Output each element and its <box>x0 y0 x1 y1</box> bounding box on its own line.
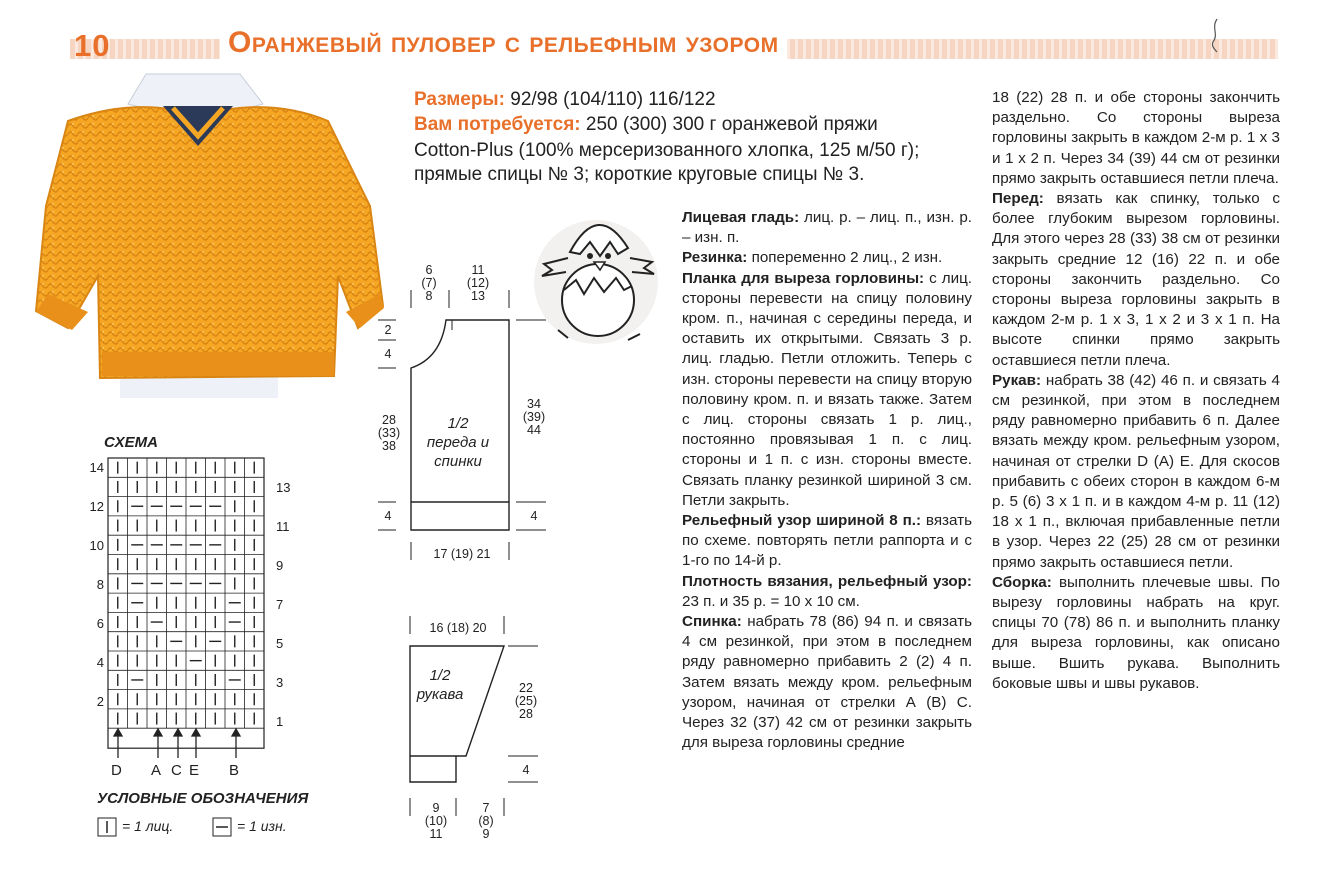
text-front: вязать как спинку, только с более глубоким вырезом горловины. Для этого через 28 (33) 38 см от резинки закрыть средние 12 (16) 22 п. и обе стороны закончить раздельно. Со стороны выреза горловины закрыть в каждом 2-м р. 1 х 3, 1 х 2 и 3 х 1 п. На высоте спинки прямо закрыть оставшиеся петли плеча. <box>992 190 1280 369</box>
sizes-line <box>414 88 716 111</box>
legend-title: УСЛОВНЫЕ ОБОЗНАЧЕНИЯ <box>97 790 309 807</box>
instructions-column-3 <box>992 88 1280 694</box>
arrow-label-c: C <box>171 762 182 779</box>
body-left-4: 4 <box>384 347 392 361</box>
scheme-row-number-left: 4 <box>96 655 104 670</box>
page-title: Оранжевый пуловер с рельефным узором <box>220 26 787 60</box>
scheme-row-number-right: 1 <box>276 714 284 729</box>
pen-mark <box>1205 16 1225 56</box>
paragraph-back <box>682 612 972 753</box>
body-bottom-left-4: 4 <box>384 509 392 523</box>
paragraph-sleeve <box>992 371 1280 573</box>
body-width-dim: 17 (19) 21 <box>433 547 491 561</box>
paragraph-front <box>992 189 1280 371</box>
text-gauge: 23 п. и 35 р. = 10 х 10 см. <box>682 592 860 610</box>
scheme-row-number-right: 9 <box>276 558 284 573</box>
text-back: набрать 78 (86) 94 п. и связать 4 см резинкой, при этом в последнем ряду равномерно прибавить 2 (2) 4 п. Затем вязать между кром. рельефным узором, начиная от стрелки А (В) С. Через 32 (37) 42 см от резинки закрыть для выреза горловины средние <box>682 613 972 752</box>
scheme-row-number-left: 10 <box>89 538 104 553</box>
text-relief-pattern: вязать по схеме. повторять петли раппорта и с 1-го по 14-й р. <box>682 512 972 570</box>
stitch-chart-grid <box>106 456 266 750</box>
arrow-label-d: D <box>111 762 122 779</box>
sleeve-bottom-left-dim: 9 (10) 11 <box>424 801 448 841</box>
scheme-row-number-right: 7 <box>276 597 284 612</box>
label-sleeve: Рукав: <box>992 371 1042 389</box>
body-bottom-right-4: 4 <box>530 509 538 523</box>
body-piece-label: 1/2 переда и спинки <box>426 415 490 470</box>
paragraph-relief-pattern <box>682 511 972 572</box>
instructions-column-2 <box>682 208 972 753</box>
arrow-label-e: E <box>189 762 200 779</box>
purl-stitch-icon <box>212 817 232 837</box>
paragraph-ribbing <box>682 248 972 268</box>
arrow-label-a: A <box>151 762 162 779</box>
sleeve-piece-label: 1/2 рукава <box>416 667 464 703</box>
label-relief-pattern: Рельефный узор шириной 8 п.: <box>682 512 922 530</box>
need-line <box>414 113 878 136</box>
label-ribbing: Резинка: <box>682 249 748 267</box>
yarn-line: Cotton-Plus (100% мерсеризованного хлопка, 125 м/50 г); <box>414 140 920 161</box>
body-right-height: 34 (39) 44 <box>522 397 546 437</box>
need-label: Вам потребуется: <box>414 114 581 135</box>
needles-line: прямые спицы № 3; короткие круговые спицы № 3. <box>414 164 865 185</box>
body-top-left-dim: 6 (7) 8 <box>421 263 437 303</box>
paragraph-back-cont <box>992 88 1280 189</box>
text-sleeve: набрать 38 (42) 46 п. и связать 4 см резинкой, при этом в последнем ряду равномерно прибавить 6 п. Далее вязать между кром. рельефным узором, начиная от стрелки D (А) Е. Для скосов прибавить с обеих сторон в каждом 6-м р. 5 (6) 3 х 1 п. и в каждом 4-м р. 11 (12) 18 х 1 п., включая прибавленные петли в узор. Через 22 (25) 28 см от резинки прямо закрыть оставшиеся петли. <box>992 371 1280 571</box>
paragraph-assembly <box>992 573 1280 694</box>
text-stockinette: лиц. р. – лиц. п., изн. р. – изн. п. <box>682 209 972 247</box>
legend-knit-label: = 1 лиц. <box>122 818 174 834</box>
paragraph-stockinette <box>682 208 972 248</box>
legend-purl-label: = 1 изн. <box>237 818 287 834</box>
scheme-row-number-right: 11 <box>276 519 290 534</box>
sleeve-top-dim: 16 (18) 20 <box>429 621 487 635</box>
sizes-label: Размеры: <box>414 89 505 110</box>
need-value: 250 (300) 300 г оранжевой пряжи <box>585 114 878 135</box>
sleeve-bottom-right-dim: 7 (8) 9 <box>478 801 494 841</box>
label-gauge: Плотность вязания, рельефный узор: <box>682 572 972 590</box>
body-left-2: 2 <box>384 323 392 337</box>
label-assembly: Сборка: <box>992 573 1052 591</box>
sleeve-right-height: 22 (25) 28 <box>514 681 538 721</box>
text-neckband: с лиц. стороны перевести на спицу половину кром. п., начиная с середины переда, и оставить их открытыми. Связать 3 р. лиц. гладью. Петли отложить. Теперь с изн. стороны перевести на спицу вторую половину кром. п. и вязать также. Затем с лиц. стороны связать 1 р. лиц., постоянно провязывая 1 п. с лиц. стороны и 1 п. с изн. стороны вместе. Связать планку резинкой шириной 3 см. Петли закрыть. <box>682 269 972 509</box>
scheme-arrows <box>106 728 266 760</box>
knit-stitch-icon <box>97 817 117 837</box>
arrow-label-b: B <box>229 762 240 779</box>
sweater-photo <box>28 66 388 402</box>
scheme-row-number-left: 12 <box>89 499 104 514</box>
scheme-title: СХЕМА <box>104 434 158 451</box>
body-top-right-dim: 11 (12) 13 <box>466 263 490 303</box>
scheme-row-number-left: 14 <box>89 460 104 475</box>
text-assembly: выполнить плечевые швы. По вырезу горловины набрать на круг. спицы 70 (78) 86 п. и выполнить планку для выреза горловины, как описано выше. Вшить рукава. Выполнить боковые швы и швы рукавов. <box>992 573 1280 692</box>
body-left-height: 28 (33) 38 <box>377 413 401 453</box>
scheme-row-number-right: 3 <box>276 675 284 690</box>
label-neckband: Планка для выреза горловины: <box>682 269 925 287</box>
scheme-row-number-right: 13 <box>276 480 291 495</box>
paragraph-gauge <box>682 572 972 612</box>
sizes-value: 92/98 (104/110) 116/122 <box>510 89 716 110</box>
label-front: Перед: <box>992 190 1044 208</box>
label-stockinette: Лицевая гладь: <box>682 209 800 226</box>
text-back-cont: 18 (22) 28 п. и обе стороны закончить раздельно. Со стороны выреза горловины закрыть в каждом 2-м р. 1 х 3 и 1 х 2 п. Через 34 (39) 44 см от резинки прямо закрыть оставшиеся петли плеча. <box>992 89 1280 187</box>
sleeve-right-4: 4 <box>522 763 530 777</box>
scheme-row-number-left: 8 <box>96 577 104 592</box>
scheme-row-number-left: 2 <box>96 694 104 709</box>
label-back: Спинка: <box>682 613 742 631</box>
scheme-row-number-right: 5 <box>276 636 284 651</box>
paragraph-neckband <box>682 269 972 511</box>
text-ribbing: попеременно 2 лиц., 2 изн. <box>751 249 943 267</box>
scheme-row-number-left: 6 <box>96 616 104 631</box>
page-number: 10 <box>74 28 111 63</box>
